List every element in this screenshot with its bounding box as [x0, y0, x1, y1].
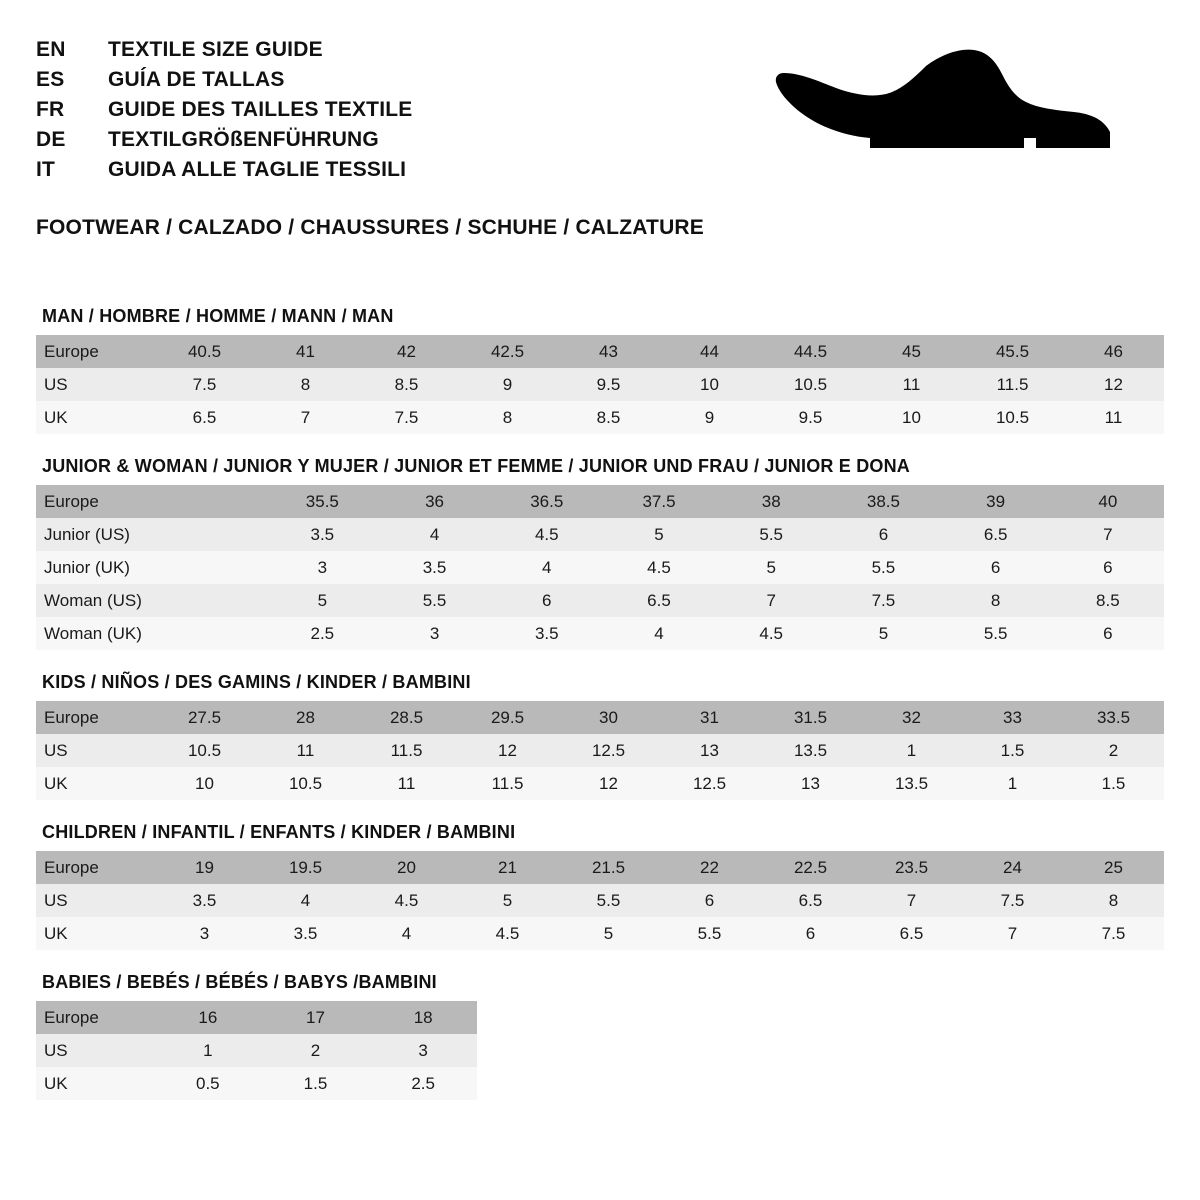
- cell: 17: [262, 1001, 370, 1034]
- cell: 6.5: [603, 584, 715, 617]
- cell: 3.5: [491, 617, 603, 650]
- table-row: [36, 1067, 477, 1100]
- cell: 5: [715, 551, 827, 584]
- language-list: [36, 30, 412, 188]
- cell: 4: [603, 617, 715, 650]
- cell: 35.5: [266, 485, 378, 518]
- cell: 24: [962, 851, 1063, 884]
- cell: 4.5: [491, 518, 603, 551]
- cell: 12: [1063, 368, 1164, 401]
- cell: 33: [962, 701, 1063, 734]
- cell: 3: [154, 917, 255, 950]
- table-row: [36, 518, 1164, 551]
- cell: 21: [457, 851, 558, 884]
- page-header: [36, 30, 1164, 188]
- language-row: [36, 38, 412, 62]
- cell: 5: [457, 884, 558, 917]
- row-label: UK: [36, 401, 154, 434]
- cell: 1.5: [262, 1067, 370, 1100]
- cell: 7: [715, 584, 827, 617]
- cell: 7.5: [154, 368, 255, 401]
- cell: 40.5: [154, 335, 255, 368]
- cell: 5: [558, 917, 659, 950]
- table-row: [36, 851, 1164, 884]
- table-row: [36, 485, 1164, 518]
- cell: 43: [558, 335, 659, 368]
- cell: 5.5: [558, 884, 659, 917]
- cell: 23.5: [861, 851, 962, 884]
- language-code: DE: [36, 128, 66, 151]
- cell: 1: [861, 734, 962, 767]
- cell: 25: [1063, 851, 1164, 884]
- cell: 1: [962, 767, 1063, 800]
- language-row: [36, 158, 412, 182]
- cell: 39: [940, 485, 1052, 518]
- cell: 1.5: [1063, 767, 1164, 800]
- cell: 31: [659, 701, 760, 734]
- cell: 4: [255, 884, 356, 917]
- cell: 6: [1052, 551, 1164, 584]
- row-label: Europe: [36, 1001, 154, 1034]
- cell: 9: [457, 368, 558, 401]
- cell: 36: [378, 485, 490, 518]
- cell: 21.5: [558, 851, 659, 884]
- cell: 38: [715, 485, 827, 518]
- cell: 8: [940, 584, 1052, 617]
- row-label: Woman (UK): [36, 617, 154, 650]
- size-table-babies: [36, 1001, 477, 1100]
- cell: 29.5: [457, 701, 558, 734]
- cell: 6.5: [861, 917, 962, 950]
- cell: 6: [1052, 617, 1164, 650]
- cell: 3: [378, 617, 490, 650]
- cell: 4: [356, 917, 457, 950]
- cell: 3: [266, 551, 378, 584]
- footwear-section-title: FOOTWEAR / CALZADO / CHAUSSURES / SCHUHE / CALZATURE: [36, 216, 705, 239]
- cell: [154, 551, 266, 584]
- cell: 10.5: [255, 767, 356, 800]
- cell: 7: [861, 884, 962, 917]
- cell: 6: [827, 518, 939, 551]
- cell: 5: [603, 518, 715, 551]
- row-label: Europe: [36, 485, 154, 518]
- row-label: UK: [36, 917, 154, 950]
- cell: 0.5: [154, 1067, 262, 1100]
- cell: 28: [255, 701, 356, 734]
- language-title: GUIDE DES TAILLES TEXTILE: [108, 98, 413, 121]
- cell: 41: [255, 335, 356, 368]
- cell: 31.5: [760, 701, 861, 734]
- cell: 2: [1063, 734, 1164, 767]
- cell: 4.5: [457, 917, 558, 950]
- cell: 9: [659, 401, 760, 434]
- cell: 38.5: [827, 485, 939, 518]
- section-man: [36, 306, 1164, 434]
- section-title: MAN / HOMBRE / HOMME / MANN / MAN: [42, 306, 394, 326]
- cell: 37.5: [603, 485, 715, 518]
- cell: 6: [491, 584, 603, 617]
- cell: 4.5: [603, 551, 715, 584]
- section-babies: [36, 972, 1164, 1100]
- cell: 3.5: [255, 917, 356, 950]
- language-title: GUIDA ALLE TAGLIE TESSILI: [108, 158, 407, 181]
- cell: 8: [255, 368, 356, 401]
- cell: 7.5: [827, 584, 939, 617]
- cell: 11: [255, 734, 356, 767]
- section-title: KIDS / NIÑOS / DES GAMINS / KINDER / BAMBINI: [42, 672, 471, 692]
- cell: 13.5: [861, 767, 962, 800]
- cell: 6: [760, 917, 861, 950]
- cell: [154, 584, 266, 617]
- cell: 8.5: [558, 401, 659, 434]
- cell: 1.5: [962, 734, 1063, 767]
- cell: 11.5: [962, 368, 1063, 401]
- cell: 10.5: [760, 368, 861, 401]
- cell: 30: [558, 701, 659, 734]
- cell: 46: [1063, 335, 1164, 368]
- cell: 7: [1052, 518, 1164, 551]
- cell: [154, 617, 266, 650]
- language-code: ES: [36, 68, 65, 91]
- cell: 44: [659, 335, 760, 368]
- cell: 11: [356, 767, 457, 800]
- cell: 13: [659, 734, 760, 767]
- row-label: Junior (UK): [36, 551, 154, 584]
- cell: 7.5: [962, 884, 1063, 917]
- cell: 5.5: [827, 551, 939, 584]
- cell: 42.5: [457, 335, 558, 368]
- row-label: US: [36, 884, 154, 917]
- cell: 5.5: [659, 917, 760, 950]
- cell: 19: [154, 851, 255, 884]
- cell: 16: [154, 1001, 262, 1034]
- cell: 2.5: [369, 1067, 477, 1100]
- cell: 5: [827, 617, 939, 650]
- table-row: [36, 368, 1164, 401]
- cell: 12.5: [659, 767, 760, 800]
- row-label: Woman (US): [36, 584, 154, 617]
- language-code: IT: [36, 158, 56, 181]
- cell: [154, 518, 266, 551]
- section-title: CHILDREN / INFANTIL / ENFANTS / KINDER / BAMBINI: [42, 822, 516, 842]
- cell: 7.5: [356, 401, 457, 434]
- cell: 42: [356, 335, 457, 368]
- cell: 11: [861, 368, 962, 401]
- cell: 7: [962, 917, 1063, 950]
- cell: 11.5: [356, 734, 457, 767]
- cell: 20: [356, 851, 457, 884]
- table-row: [36, 734, 1164, 767]
- cell: 4: [378, 518, 490, 551]
- row-label: Europe: [36, 335, 154, 368]
- cell: 13: [760, 767, 861, 800]
- cell: 8: [1063, 884, 1164, 917]
- cell: 11.5: [457, 767, 558, 800]
- cell: 5.5: [378, 584, 490, 617]
- cell: 4.5: [715, 617, 827, 650]
- cell: 8.5: [1052, 584, 1164, 617]
- cell: 32: [861, 701, 962, 734]
- cell: 33.5: [1063, 701, 1164, 734]
- dress-shoe-icon: [754, 30, 1164, 178]
- language-code: EN: [36, 38, 66, 61]
- cell: 2: [262, 1034, 370, 1067]
- cell: 3.5: [266, 518, 378, 551]
- size-table-man: [36, 335, 1164, 434]
- cell: 5.5: [715, 518, 827, 551]
- cell: 3.5: [154, 884, 255, 917]
- section-junior-woman: [36, 456, 1164, 650]
- size-table-kids: [36, 701, 1164, 800]
- language-row: [36, 98, 412, 122]
- cell: 45.5: [962, 335, 1063, 368]
- cell: 19.5: [255, 851, 356, 884]
- cell: [154, 485, 266, 518]
- cell: 6: [940, 551, 1052, 584]
- table-row: [36, 1001, 477, 1034]
- cell: 8: [457, 401, 558, 434]
- section-title: BABIES / BEBÉS / BÉBÉS / BABYS /BAMBINI: [42, 972, 437, 992]
- cell: 40: [1052, 485, 1164, 518]
- cell: 8.5: [356, 368, 457, 401]
- cell: 3.5: [378, 551, 490, 584]
- cell: 5.5: [940, 617, 1052, 650]
- section-children: [36, 822, 1164, 950]
- size-tables: [36, 306, 1164, 1100]
- table-row: [36, 701, 1164, 734]
- language-title: TEXTILE SIZE GUIDE: [108, 38, 323, 61]
- cell: 10.5: [154, 734, 255, 767]
- section-kids: [36, 672, 1164, 800]
- table-row: [36, 584, 1164, 617]
- cell: 12: [558, 767, 659, 800]
- language-row: [36, 68, 412, 92]
- cell: 9.5: [760, 401, 861, 434]
- language-code: FR: [36, 98, 65, 121]
- cell: 6: [659, 884, 760, 917]
- cell: 45: [861, 335, 962, 368]
- table-row: [36, 551, 1164, 584]
- table-row: [36, 617, 1164, 650]
- cell: 11: [1063, 401, 1164, 434]
- cell: 27.5: [154, 701, 255, 734]
- row-label: US: [36, 368, 154, 401]
- cell: 5: [266, 584, 378, 617]
- cell: 4.5: [356, 884, 457, 917]
- cell: 10: [659, 368, 760, 401]
- row-label: Europe: [36, 701, 154, 734]
- cell: 2.5: [266, 617, 378, 650]
- cell: 18: [369, 1001, 477, 1034]
- cell: 3: [369, 1034, 477, 1067]
- table-row: [36, 767, 1164, 800]
- cell: 22: [659, 851, 760, 884]
- row-label: Europe: [36, 851, 154, 884]
- cell: 10.5: [962, 401, 1063, 434]
- cell: 10: [154, 767, 255, 800]
- row-label: US: [36, 1034, 154, 1067]
- cell: 36.5: [491, 485, 603, 518]
- row-label: UK: [36, 767, 154, 800]
- language-title: GUÍA DE TALLAS: [108, 68, 285, 91]
- cell: 6.5: [760, 884, 861, 917]
- size-table-children: [36, 851, 1164, 950]
- row-label: US: [36, 734, 154, 767]
- row-label: Junior (US): [36, 518, 154, 551]
- cell: 1: [154, 1034, 262, 1067]
- cell: 4: [491, 551, 603, 584]
- row-label: UK: [36, 1067, 154, 1100]
- cell: 12: [457, 734, 558, 767]
- table-row: [36, 401, 1164, 434]
- cell: 44.5: [760, 335, 861, 368]
- cell: 7.5: [1063, 917, 1164, 950]
- table-row: [36, 884, 1164, 917]
- language-row: [36, 128, 412, 152]
- cell: 22.5: [760, 851, 861, 884]
- cell: 13.5: [760, 734, 861, 767]
- table-row: [36, 1034, 477, 1067]
- cell: 12.5: [558, 734, 659, 767]
- language-title: TEXTILGRÖßENFÜHRUNG: [108, 128, 379, 151]
- cell: 6.5: [940, 518, 1052, 551]
- size-table-junior-woman: [36, 485, 1164, 650]
- cell: 28.5: [356, 701, 457, 734]
- cell: 7: [255, 401, 356, 434]
- cell: 6.5: [154, 401, 255, 434]
- cell: 9.5: [558, 368, 659, 401]
- cell: 10: [861, 401, 962, 434]
- table-row: [36, 917, 1164, 950]
- table-row: [36, 335, 1164, 368]
- section-title: JUNIOR & WOMAN / JUNIOR Y MUJER / JUNIOR ET FEMME / JUNIOR UND FRAU / JUNIOR E DONA: [42, 456, 911, 476]
